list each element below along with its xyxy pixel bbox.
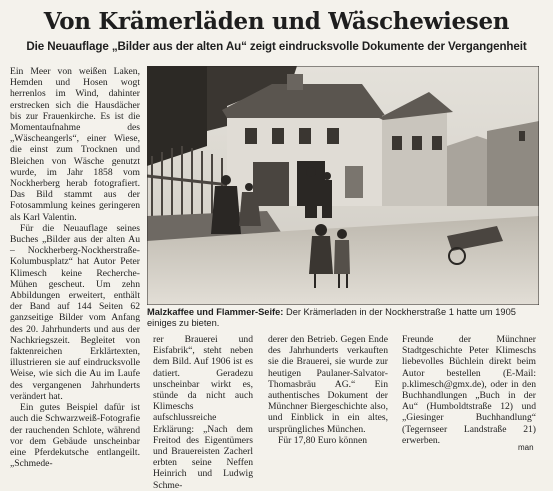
headline: Von Krämerläden und Wäschewiesen [43,8,510,35]
paragraph-history: derer den Betrieb. Gegen Ende des Jahrhunderts verkauften sie die Brauerei, sie wurde zur heutigen Paulaner-Salvator-Thomasbräu AG.“ Ein authentisches Dokument der Münchner Biergeschichte also, und Einblick in ein altes, ursprüngliches München. [268,334,388,435]
bottom-column-2 [268,334,388,446]
historic-photo [147,66,539,305]
paragraph-brewery: rer Brauerei und Eisfabrik“, steht neben dem Bild. Auf 1906 ist es datiert. Geradezu unscheinbar wirkt es, stünde da nicht auch Klimeschs aufschlussreiche Erklärung: „Nach dem Freitod des Eigentümers und Brauereisten Zacherl erbten seine Neffen Heinrich und Ludwig Schme- [153,334,253,491]
caption-title: Malzkaffee und Flammer-Seife: [147,307,284,317]
bottom-column-3 [402,334,536,446]
subheadline: Die Neuauflage „Bilder aus der alten Au“ zeigt eindrucksvolle Dokumente der Vergangenheit [26,40,527,53]
photo-caption [147,307,541,329]
bottom-column-1 [153,334,253,491]
paragraph-order: Freunde der Münchner Stadtgeschichte Peter Klimeschs liebevolles Büchlein direkt beim Autor bestellen (E-Mail: p.klimesch@gmx.de), oder in den Buchhandlungen „Buch in der Au“ (Humboldtstraße 12) und „Giesinger Buchhandlung“ (Tegernseer Landstraße 21) erwerben. [402,334,536,446]
paragraph-book: Für die Neuauflage seines Buches „Bilder aus der alten Au – Nockherberg-Nockherstraße-Kolumbusplatz“ hat Autor Peter Klimesch keine Recherche-Mühen gescheut. Um zehn Abbildungen erweitert, enthält der Band auf 144 Seiten 62 ganzseitige Bilder vom Anfang des 20. Jahrhunderts und aus der Nachkriegszeit. Begleitet von faktenreichen Erklärtexten, illustrieren sie auf eindrucksvolle Weise, wie sich die Au im Laufe des vergangenen Jahrhunderts verändert hat. [10,222,140,402]
paragraph-intro: Ein Meer von weißen Laken, Hemden und Hosen wogt herrenlos im Wind, dahinter erstrecken sich die Hausdächer bis zur Frauenkirche. Es ist die Momentaufnahme des „Wäscheangerls“, einer Wiese, die einst zum Trocknen und Bleichen von Wäsche genutzt wurde, im Jahr 1858 vom Nockherberg herab fotografiert. Das Bild stammt aus der Fotosammlung keines geringeren als Karl Valentin. [10,66,140,223]
paragraph-price: Für 17,80 Euro können [278,434,367,446]
caption-text: Der Krämerladen in der Nockherstraße 1 hatte um 1905 einiges zu bieten. [147,307,516,329]
paragraph-example: Ein gutes Beispiel dafür ist auch die Schwarzweiß-Fotografie der rauchenden Schlote, während vor dem Gebäude unscheinbar eine Pferdekutsche entlangeilt. „Schmede- [10,402,140,470]
author-signature: man [518,443,534,452]
left-column [10,66,140,469]
